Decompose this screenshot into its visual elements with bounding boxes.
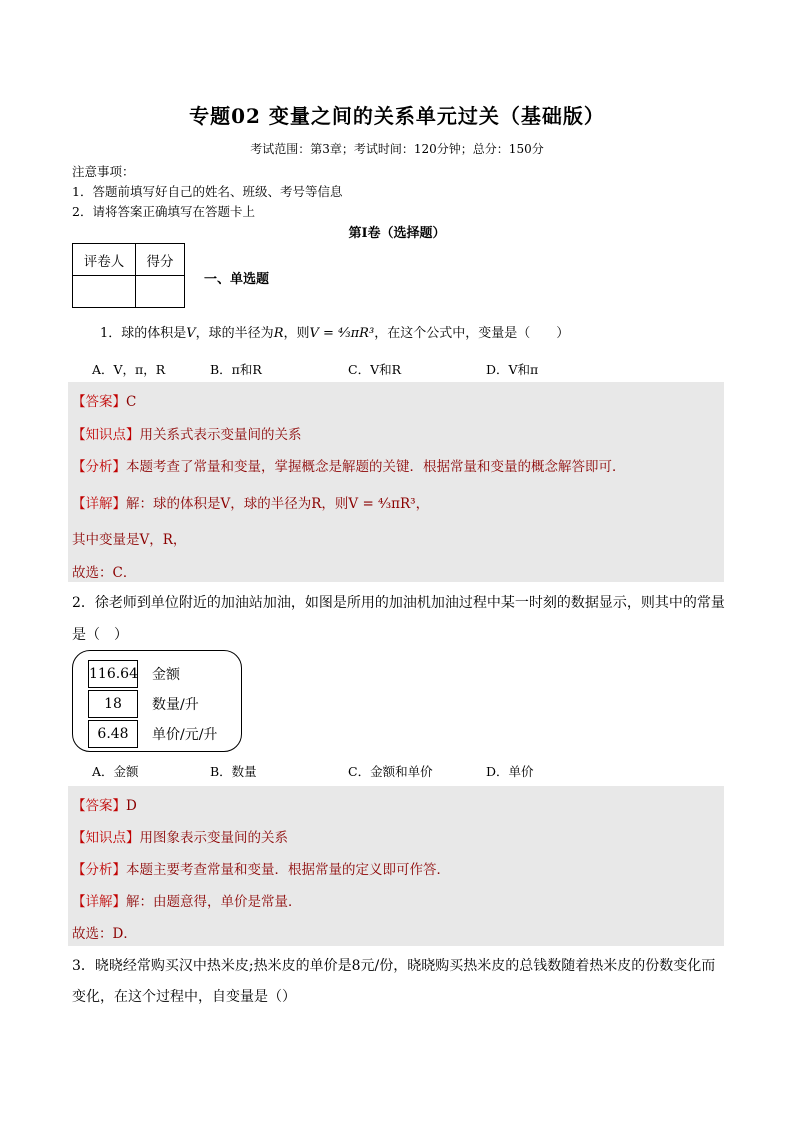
question-3-stem-line2: 变化，在这个过程中，自变量是（） [72,989,296,1005]
note-2: 2．请将答案正确填写在答题卡上 [72,204,255,219]
pump-quantity-value: 18 [88,690,138,718]
pump-amount-value: 116.64 [88,660,138,688]
pump-price-value: 6.48 [88,720,138,748]
question-3-stem-line1: 3．晓晓经常购买汉中热米皮;热米皮的单价是8元/份，晓晓购买热米皮的总钱数随着热米皮的份数变化而 [72,958,716,974]
page-title: 专题02 变量之间的关系单元过关（基础版） [189,104,605,128]
q1-detail: 【详解】解：球的体积是V，球的半径为R，则V = ⁴⁄₃πR³， [72,496,430,512]
q2-analysis: 【分析】本题主要考查常量和变量．根据常量的定义即可作答． [72,862,450,878]
q1-answer: 【答案】C [72,394,137,410]
q2-knowledge-point: 【知识点】用图象表示变量间的关系 [72,830,288,846]
q1-option-b: B．π和R [210,362,262,377]
q2-option-c: C．金额和单价 [348,764,433,779]
score-table-header-score: 得分 [136,244,185,276]
note-1: 1．答题前填写好自己的姓名、班级、考号等信息 [72,184,343,199]
question-2-stem-line2: 是（ ） [72,627,128,643]
section-title: 一、单选题 [204,272,270,287]
q2-detail: 【详解】解：由题意得，单价是常量． [72,894,302,910]
score-table [72,243,185,308]
q1-knowledge-point: 【知识点】用关系式表示变量间的关系 [72,427,302,443]
q1-option-c: C．V和R [348,362,402,377]
score-table-cell-score [136,276,185,308]
q1-detail-3: 故选：C． [72,565,137,581]
pump-price-label: 单价/元/升 [152,727,218,743]
volume-title: 第I卷（选择题） [348,226,446,241]
q1-analysis: 【分析】本题考查了常量和变量，掌握概念是解题的关键．根据常量和变量的概念解答即可． [72,459,626,475]
exam-info: 考试范围：第3章；考试时间：120分钟；总分：150分 [250,142,544,156]
question-2-stem-line1: 2．徐老师到单位附近的加油站加油，如图是所用的加油机加油过程中某一时刻的数据显示，则其中的常量 [72,595,725,611]
q2-option-b: B．数量 [210,764,257,779]
q2-option-a: A．金额 [92,764,139,779]
score-table-cell-grader [73,276,136,308]
q2-option-d: D．单价 [486,764,534,779]
q1-solution-panel [68,382,724,582]
q1-option-a: A．V，π，R [92,362,166,377]
q1-detail-2: 其中变量是V，R， [72,532,187,548]
pump-amount-label: 金额 [152,667,180,683]
score-table-header-grader: 评卷人 [73,244,136,276]
q2-answer: 【答案】D [72,798,137,814]
pump-quantity-label: 数量/升 [152,697,199,713]
q1-option-d: D．V和π [486,362,539,377]
question-1-stem: 1．球的体积是V，球的半径为R，则V = ⁴⁄₃πR³，在这个公式中，变量是（ ） [100,326,570,341]
q2-detail-2: 故选：D． [72,926,137,942]
notes-heading: 注意事项： [72,164,135,179]
